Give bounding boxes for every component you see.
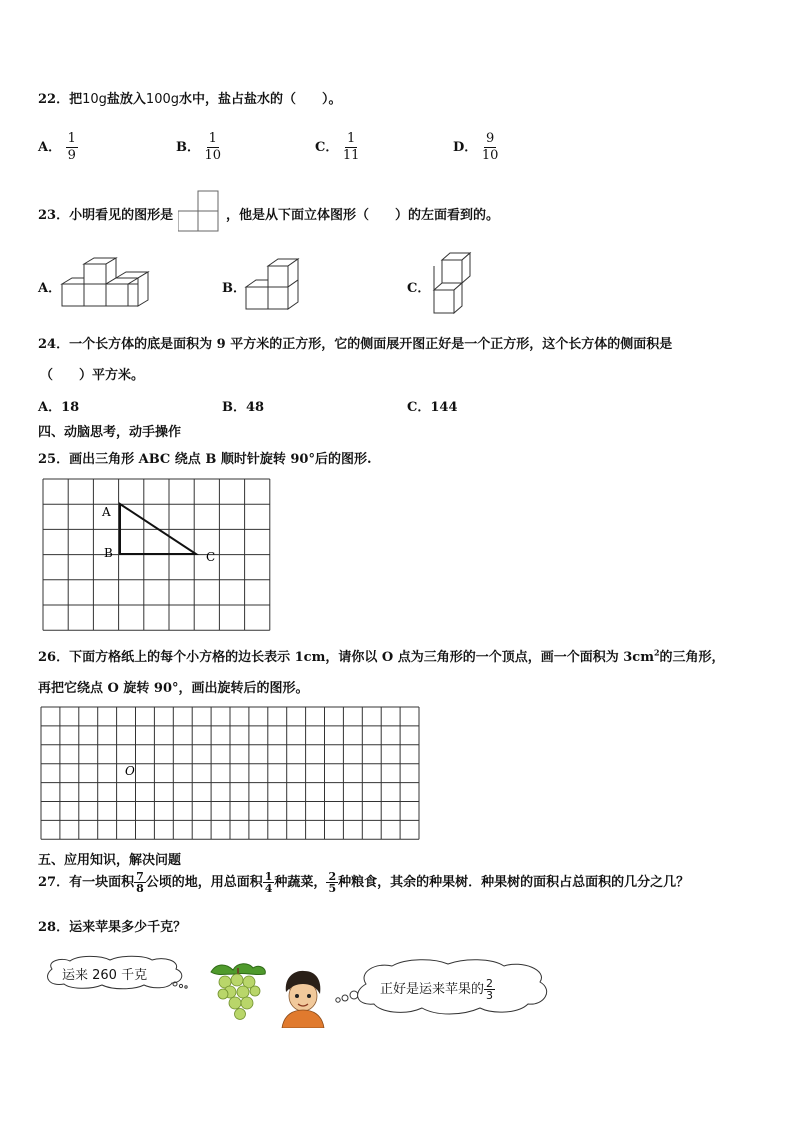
fraction: $\frac{9}{10}$ — [481, 131, 499, 163]
left-bubble-text: 运来 260 千克 — [62, 968, 148, 983]
fraction: $\frac{1}{10}$ — [204, 131, 222, 163]
q26-stem-line2: 再把它绕点 O 旋转 90°，画出旋转后的图形。 — [38, 681, 309, 696]
point-b-label: B — [104, 546, 113, 560]
fraction: $\frac{1}{9}$ — [67, 131, 76, 163]
fraction: $\frac{1}{11}$ — [342, 131, 360, 163]
right-bubble-text: 正好是运来苹果的 $\frac{2}{3}$ — [380, 977, 494, 1002]
q22-option-a[interactable]: A． $\frac{1}{9}$ — [38, 131, 76, 163]
fraction-two-thirds: $\frac{2}{3}$ — [486, 977, 494, 1002]
q25-stem: 25．画出三角形 ABC 绕点 B 顺时针旋转 90°后的图形. — [38, 452, 372, 467]
q27-stem: 27．有一块面积 $\frac{7}{8}$ 公顷的地，用总面积 $\frac{1}{4}$ 种蔬菜， $\frac{2}{5}$ 种粮食，其余的种果树．种果树的面积占总面积的几分之几？ — [38, 870, 690, 895]
boy-avatar — [276, 968, 328, 1028]
q22-option-c[interactable]: C． $\frac{1}{11}$ — [315, 131, 360, 163]
q28-stem: 28．运来苹果多少千克？ — [38, 920, 187, 935]
q22-option-d[interactable]: D． $\frac{9}{10}$ — [453, 131, 499, 163]
q24-option-a[interactable]: A．18 — [38, 400, 80, 415]
point-c-label: C — [206, 550, 216, 564]
q26-stem-line1: 26．下面方格纸上的每个小方格的边长表示 1cm，请你以 O 点为三角形的一个顶点，画一个面积为 $3cm^2$的三角形， — [38, 647, 725, 665]
section-5-heading: 五、应用知识，解决问题 — [38, 853, 182, 868]
q24-stem-line1: 24．一个长方体的底是面积为 9 平方米的正方形，它的侧面展开图正好是一个正方形，这个长方体的侧面积是 — [38, 337, 673, 352]
point-o-label: O — [125, 764, 135, 778]
q23-option-c-label[interactable]: C． — [407, 281, 431, 296]
q22-stem: 22．把10g盐放入100g水中，盐占盐水的（ ）。 — [38, 92, 342, 107]
fraction-one-quarter: $\frac{1}{4}$ — [264, 870, 273, 895]
point-a-label: A — [102, 505, 111, 519]
q23-stem-a: 23．小明看见的图形是 — [38, 208, 174, 223]
side-view-figure — [178, 189, 220, 233]
fraction-two-fifths: $\frac{2}{5}$ — [328, 870, 337, 895]
q25-grid[interactable] — [42, 478, 274, 634]
q23-option-c-figure[interactable] — [428, 250, 474, 318]
section-4-heading: 四、动脑思考，动手操作 — [38, 425, 182, 440]
fraction-seven-eighths: $\frac{7}{8}$ — [136, 870, 144, 895]
q23-option-b-label[interactable]: B． — [222, 281, 246, 296]
q24-stem-line2: （ ）平方米。 — [40, 368, 145, 383]
q23-option-a-figure[interactable] — [60, 256, 150, 316]
grapes-image — [205, 958, 271, 1024]
q23-stem-b: ，他是从下面立体图形（ ）的左面看到的。 — [226, 208, 500, 223]
q24-option-b[interactable]: B．48 — [222, 400, 265, 415]
q22-option-b[interactable]: B． $\frac{1}{10}$ — [176, 131, 222, 163]
q23-option-b-figure[interactable] — [244, 256, 304, 316]
q24-option-c[interactable]: C．144 — [407, 400, 458, 415]
q23-option-a-label[interactable]: A． — [38, 281, 62, 296]
q26-grid[interactable] — [40, 706, 422, 842]
